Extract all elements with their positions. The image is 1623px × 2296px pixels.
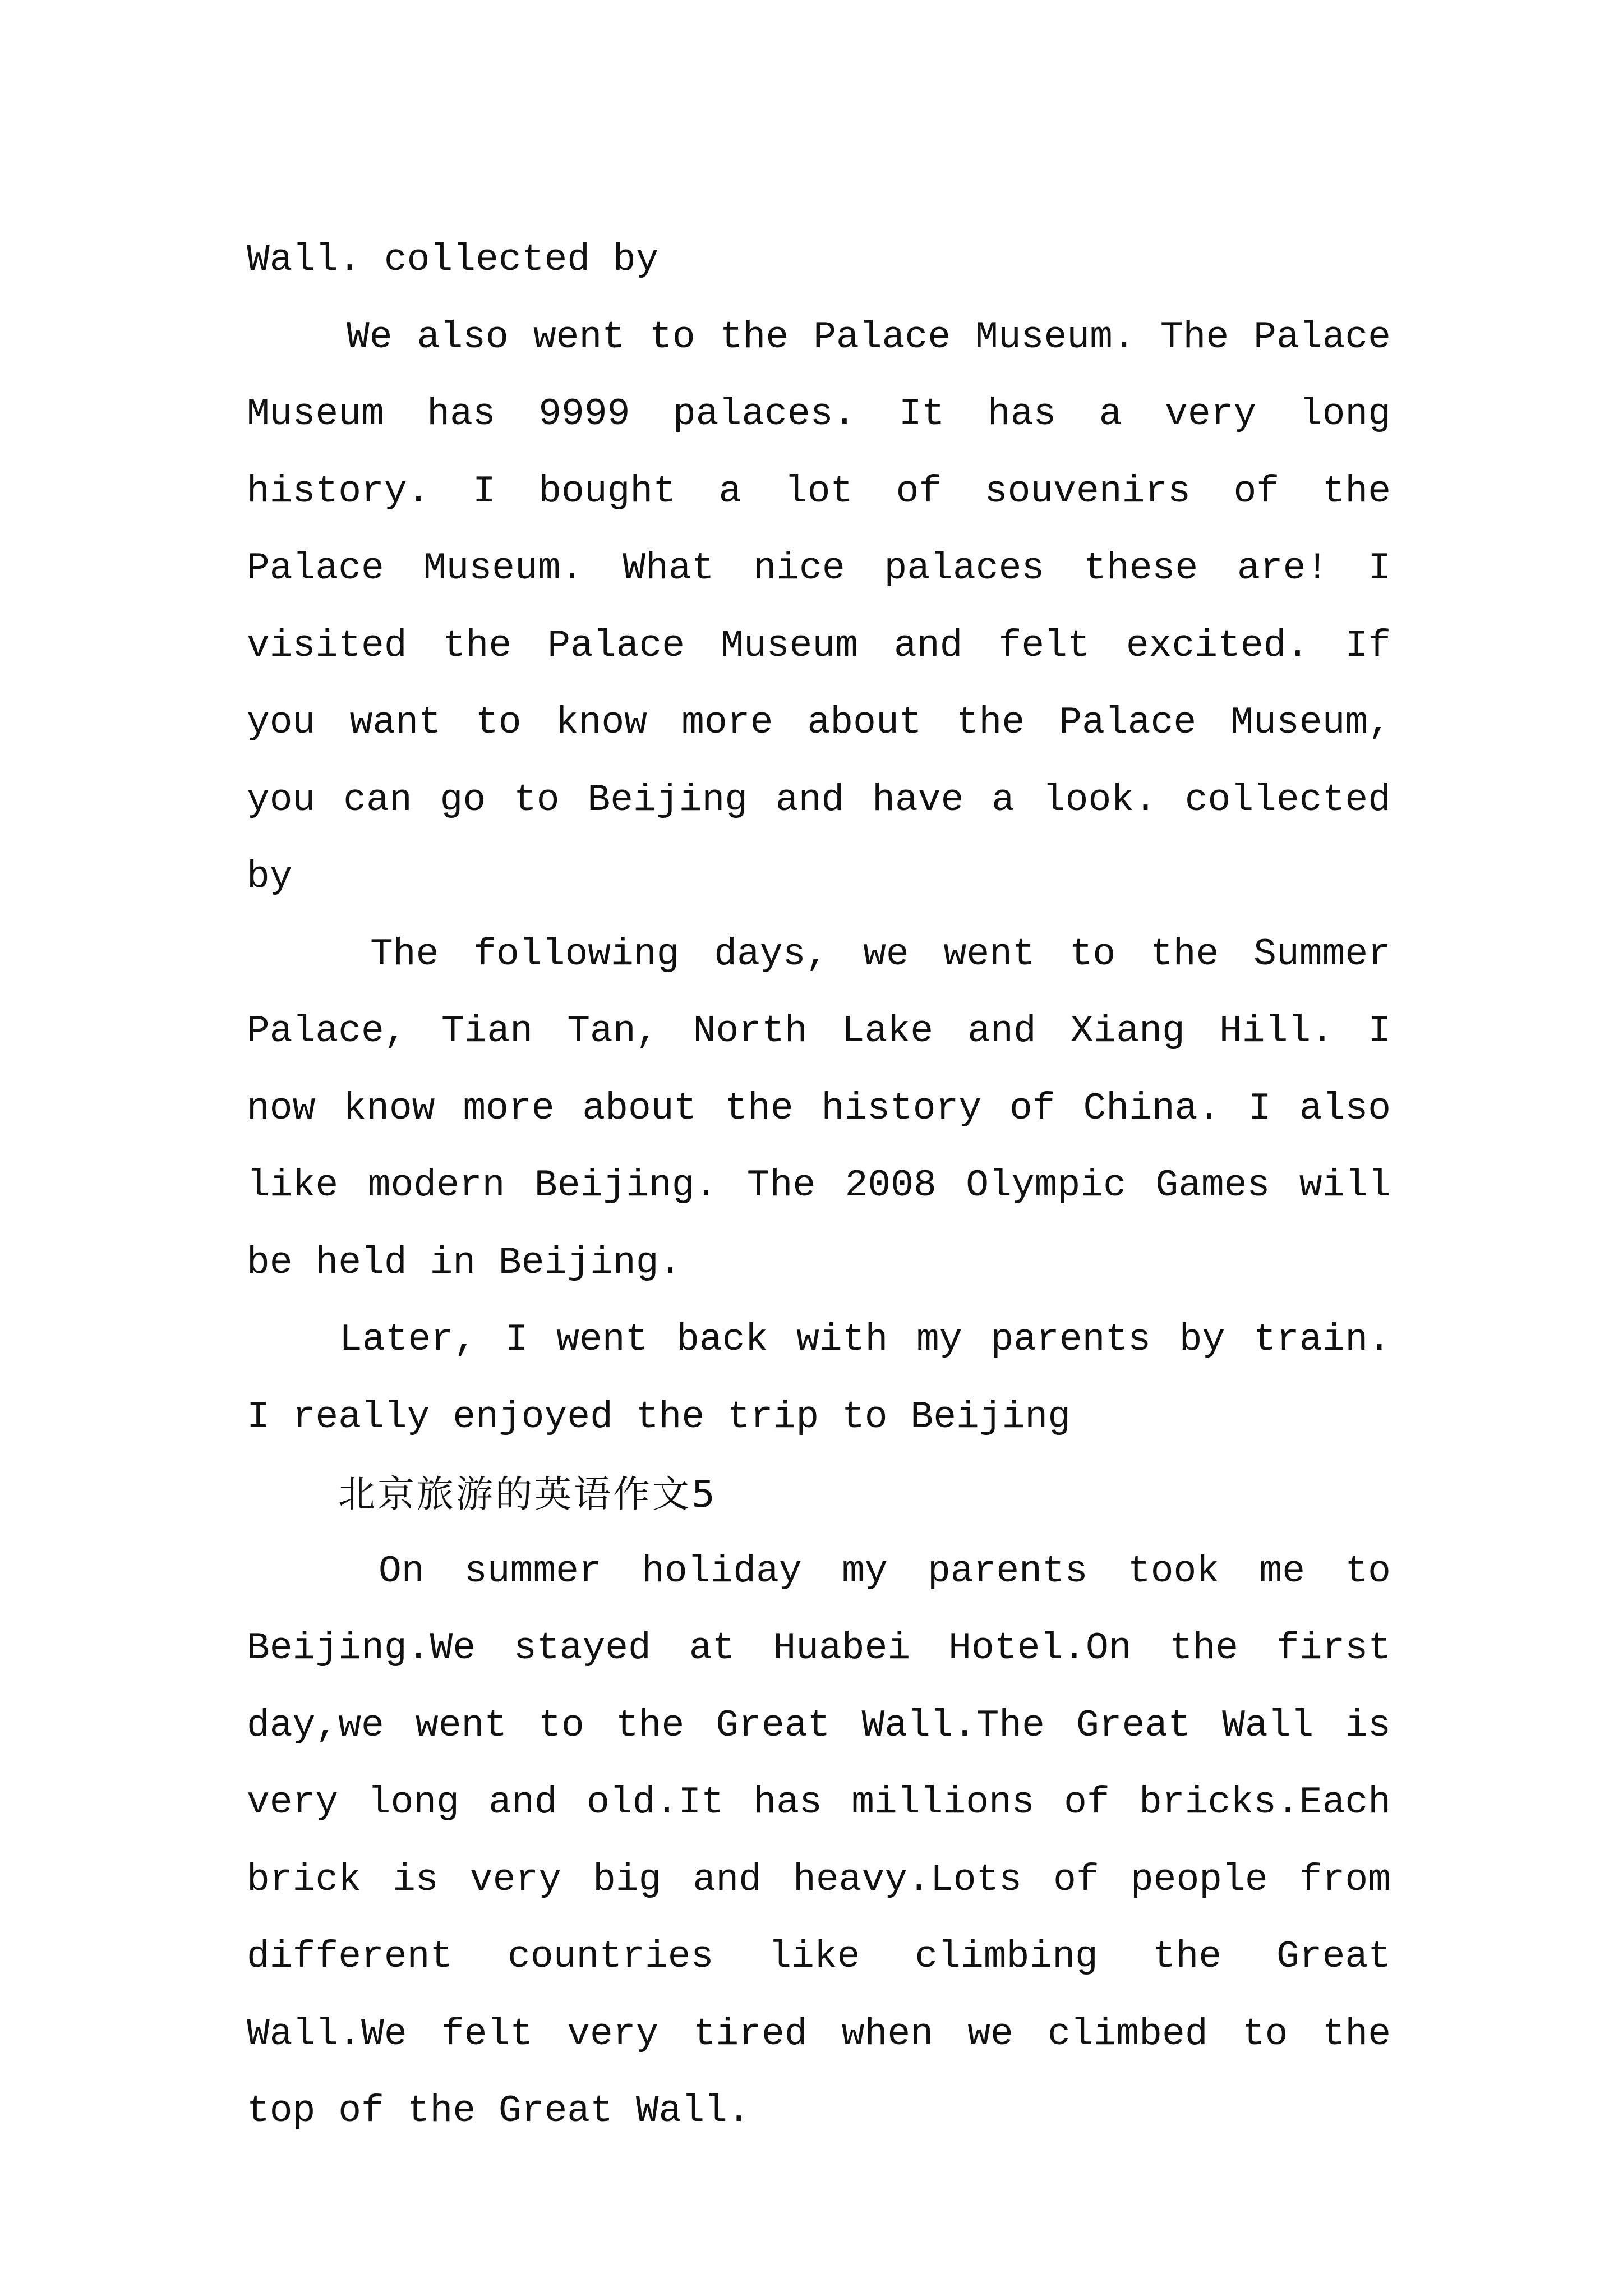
- paragraph-following-days: The following days, we went to the Summer Palace, Tian Tan, North Lake and Xiang Hill. I now know more about the history of China. I also like modern Beijing. The 2008 Olympic Games will be held in Beijing.: [247, 932, 1391, 1285]
- section-heading: 北京旅游的英语作文5: [338, 1473, 717, 1516]
- paragraph-went-back: Later, I went back with my parents by train. I really enjoyed the trip to Beijing: [247, 1318, 1391, 1439]
- paragraph-summer-holiday: On summer holiday my parents took me to Beijing.We stayed at Huabei Hotel.On the first day,we went to the Great Wall.The Great Wall is very long and old.It has millions of bricks.Each brick is very big and heavy.Lots of people from different countries like climbing the Great Wall.We felt very tired when we climbed to the top of the Great Wall.: [247, 1549, 1391, 2133]
- document-body: [247, 222, 1391, 2150]
- paragraph-palace-museum: We also went to the Palace Museum. The Palace Museum has 9999 palaces. It has a very long history. I bought a lot of souvenirs of the Palace Museum. What nice palaces these are! I visited the Palace Museum and felt excited. If you want to know more about the Palace Museum, you can go to Beijing and have a look. collected by: [247, 315, 1391, 899]
- paragraph-continuation: Wall. collected by: [247, 238, 659, 282]
